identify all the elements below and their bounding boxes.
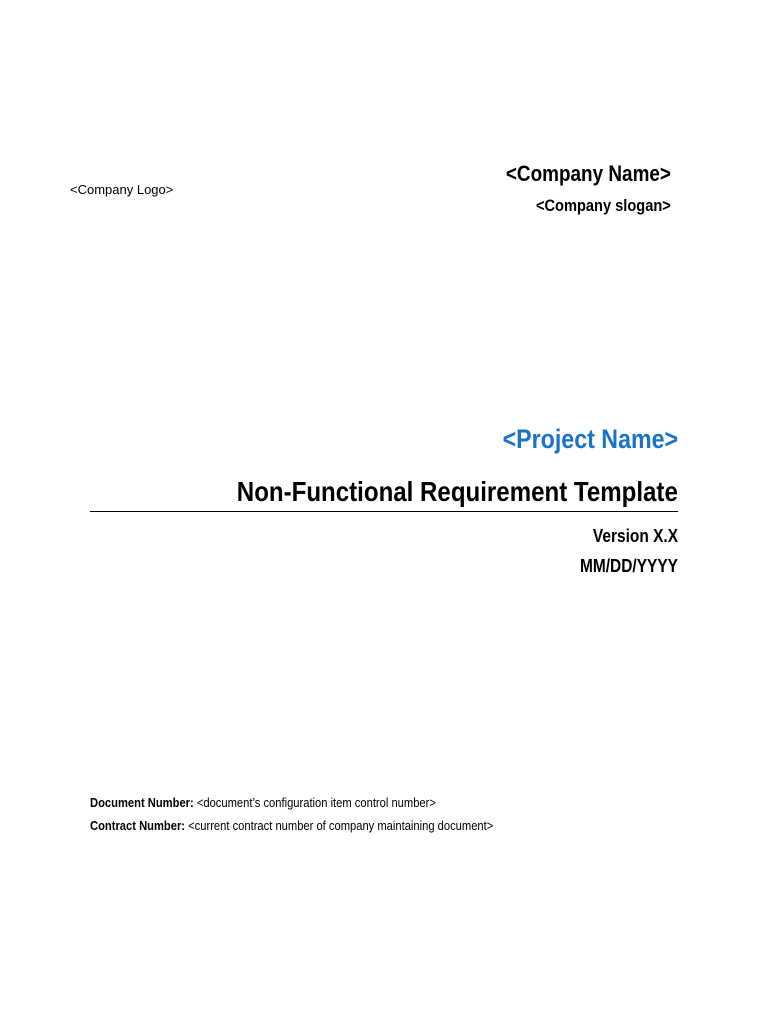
contract-number-line <box>90 818 493 833</box>
contract-number-label: Contract Number: <box>90 818 186 833</box>
company-name: <Company Name> <box>505 161 671 186</box>
contract-number-value: <current contract number of company maintaining document> <box>185 818 494 833</box>
project-name: <Project Name> <box>502 424 678 454</box>
document-title: Non-Functional Requirement Template <box>236 476 678 507</box>
company-logo-placeholder: <Company Logo> <box>70 182 174 197</box>
title-divider <box>90 511 678 512</box>
document-number-value: <document’s configuration item control number> <box>193 795 436 810</box>
document-number-label: Document Number: <box>90 795 194 810</box>
document-number-line <box>90 795 436 810</box>
document-version: Version X.X <box>592 526 678 546</box>
document-date: MM/DD/YYYY <box>579 556 678 576</box>
company-slogan: <Company slogan> <box>536 196 671 215</box>
